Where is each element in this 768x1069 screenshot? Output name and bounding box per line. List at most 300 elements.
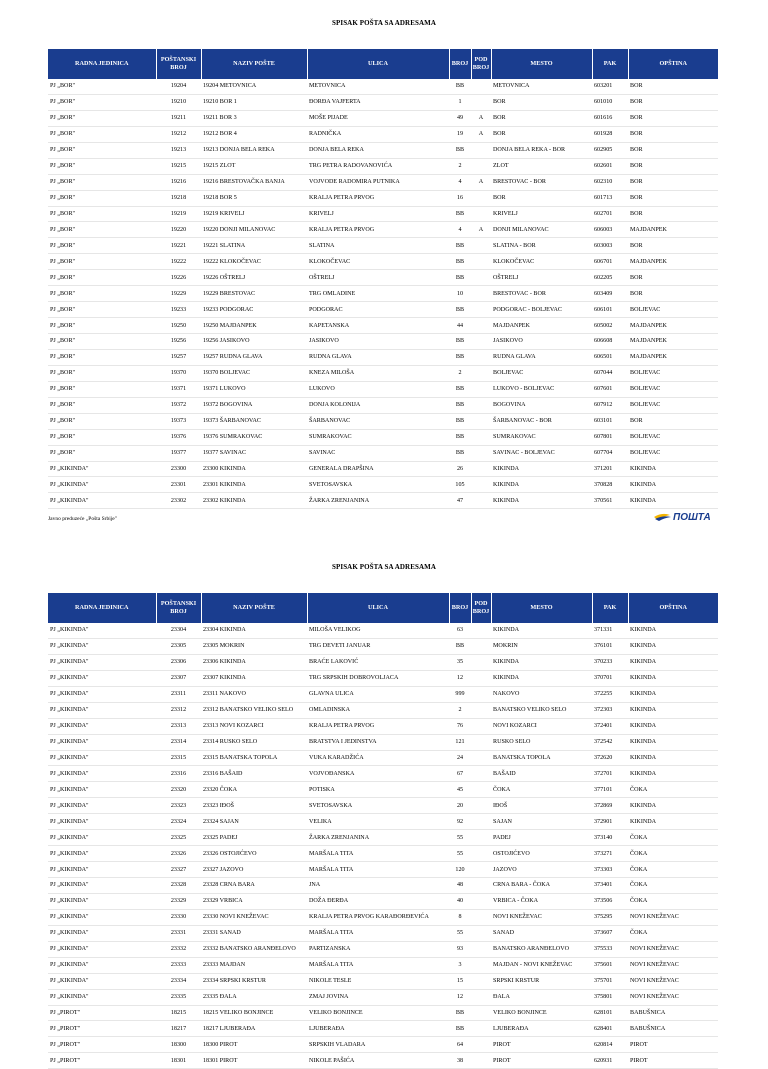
cell-opstina: BOR	[628, 110, 718, 126]
cell-pod-broj	[471, 973, 491, 989]
cell-naziv-poste: 23331 SANAD	[201, 925, 307, 941]
cell-naziv-poste: 23300 KIKINDA	[201, 461, 307, 477]
cell-pod-broj	[471, 142, 491, 158]
table-row	[48, 1005, 718, 1021]
table-row	[48, 734, 718, 750]
cell-ulica: ŠARBANOVAC	[307, 413, 449, 429]
cell-pak: 607044	[592, 365, 628, 381]
table-row	[48, 686, 718, 702]
cell-postanski-broj: 23331	[156, 925, 201, 941]
table-row	[48, 381, 718, 397]
cell-naziv-poste: 23304 KIKINDA	[201, 623, 307, 638]
cell-broj: 40	[449, 893, 471, 909]
cell-ulica: RADNIČKA	[307, 126, 449, 142]
cell-naziv-poste: 18215 VELIKO BONJINCE	[201, 1005, 307, 1021]
table-row	[48, 670, 718, 686]
cell-pak: 602701	[592, 206, 628, 222]
cell-mesto: BOR	[491, 190, 592, 206]
cell-postanski-broj: 19370	[156, 365, 201, 381]
table-row	[48, 286, 718, 302]
cell-naziv-poste: 23306 KIKINDA	[201, 654, 307, 670]
cell-radna-jedinica: PJ „BOR"	[48, 238, 156, 254]
cell-broj: 1	[449, 94, 471, 110]
cell-mesto: CRNA BARA - ČOKA	[491, 878, 592, 894]
cell-postanski-broj: 23328	[156, 878, 201, 894]
cell-pod-broj	[471, 702, 491, 718]
cell-opstina: BOLJEVAC	[628, 429, 718, 445]
cell-radna-jedinica: PJ „PIROT"	[48, 1021, 156, 1037]
cell-mesto: SRPSKI KRSTUR	[491, 973, 592, 989]
cell-pak: 372869	[592, 798, 628, 814]
cell-radna-jedinica: PJ „BOR"	[48, 349, 156, 365]
table-row	[48, 365, 718, 381]
cell-radna-jedinica: PJ „KIKINDA"	[48, 461, 156, 477]
cell-broj: BB	[449, 397, 471, 413]
cell-opstina: MAJDANPEK	[628, 222, 718, 238]
cell-opstina: ČOKA	[628, 862, 718, 878]
table-row	[48, 1021, 718, 1037]
cell-naziv-poste: 23302 KIKINDA	[201, 493, 307, 509]
cell-radna-jedinica: PJ „KIKINDA"	[48, 862, 156, 878]
cell-opstina: BOLJEVAC	[628, 445, 718, 461]
cell-pod-broj	[471, 878, 491, 894]
cell-postanski-broj: 23323	[156, 798, 201, 814]
cell-ulica: MARŠALA TITA	[307, 925, 449, 941]
cell-broj: BB	[449, 1005, 471, 1021]
cell-radna-jedinica: PJ „PIROT"	[48, 1037, 156, 1053]
cell-opstina: KIKINDA	[628, 654, 718, 670]
header-pak: PAK	[592, 49, 628, 79]
cell-opstina: BOR	[628, 270, 718, 286]
table-row	[48, 654, 718, 670]
cell-pod-broj	[471, 814, 491, 830]
cell-pod-broj	[471, 190, 491, 206]
table-row	[48, 830, 718, 846]
cell-broj: 999	[449, 686, 471, 702]
cell-broj: BB	[449, 429, 471, 445]
cell-opstina: KIKINDA	[628, 461, 718, 477]
cell-postanski-broj: 23300	[156, 461, 201, 477]
table-row	[48, 429, 718, 445]
cell-naziv-poste: 19370 BOLJEVAC	[201, 365, 307, 381]
cell-radna-jedinica: PJ „KIKINDA"	[48, 878, 156, 894]
cell-naziv-poste: 23325 PADEJ	[201, 830, 307, 846]
cell-broj: BB	[449, 413, 471, 429]
cell-ulica: TRG PETRA RADOVANOVIĆA	[307, 158, 449, 174]
cell-opstina: KIKINDA	[628, 734, 718, 750]
cell-ulica: KNEZA MILOŠA	[307, 365, 449, 381]
cell-ulica: TRG OMLADINE	[307, 286, 449, 302]
cell-pod-broj	[471, 365, 491, 381]
cell-broj: BB	[449, 206, 471, 222]
cell-broj: 55	[449, 925, 471, 941]
cell-radna-jedinica: PJ „KIKINDA"	[48, 493, 156, 509]
cell-radna-jedinica: PJ „KIKINDA"	[48, 702, 156, 718]
post-office-table	[48, 49, 718, 509]
cell-broj: 48	[449, 878, 471, 894]
table-row	[48, 941, 718, 957]
cell-pak: 372255	[592, 686, 628, 702]
cell-opstina: KIKINDA	[628, 718, 718, 734]
cell-broj: 55	[449, 830, 471, 846]
cell-mesto: KIKINDA	[491, 623, 592, 638]
cell-pak: 372401	[592, 718, 628, 734]
cell-ulica: ZMAJ JOVINA	[307, 989, 449, 1005]
cell-opstina: BOR	[628, 142, 718, 158]
cell-radna-jedinica: PJ „KIKINDA"	[48, 830, 156, 846]
cell-radna-jedinica: PJ „BOR"	[48, 254, 156, 270]
cell-opstina: KIKINDA	[628, 477, 718, 493]
cell-broj: 26	[449, 461, 471, 477]
cell-radna-jedinica: PJ „BOR"	[48, 318, 156, 334]
cell-naziv-poste: 19229 BRESTOVAC	[201, 286, 307, 302]
cell-radna-jedinica: PJ „KIKINDA"	[48, 909, 156, 925]
cell-mesto: ĐALA	[491, 989, 592, 1005]
cell-ulica: LUKOVO	[307, 381, 449, 397]
cell-radna-jedinica: PJ „BOR"	[48, 94, 156, 110]
cell-radna-jedinica: PJ „KIKINDA"	[48, 623, 156, 638]
cell-pod-broj	[471, 718, 491, 734]
header-postanski-broj: POŠTANSKI BROJ	[156, 593, 201, 623]
cell-radna-jedinica: PJ „BOR"	[48, 110, 156, 126]
cell-mesto: RUDNA GLAVA	[491, 349, 592, 365]
cell-ulica: KRIVELJ	[307, 206, 449, 222]
cell-pod-broj	[471, 830, 491, 846]
cell-broj: 121	[449, 734, 471, 750]
cell-broj: BB	[449, 254, 471, 270]
cell-postanski-broj: 23326	[156, 846, 201, 862]
header-mesto: MESTO	[491, 49, 592, 79]
cell-ulica: TRG DEVETI JANUAR	[307, 638, 449, 654]
cell-ulica: JNA	[307, 878, 449, 894]
cell-pak: 370233	[592, 654, 628, 670]
cell-naziv-poste: 23328 CRNA BARA	[201, 878, 307, 894]
cell-opstina: KIKINDA	[628, 686, 718, 702]
cell-broj: BB	[449, 445, 471, 461]
cell-postanski-broj: 19218	[156, 190, 201, 206]
cell-pak: 370701	[592, 670, 628, 686]
cell-naziv-poste: 23316 BAŠAID	[201, 766, 307, 782]
cell-mesto: PADEJ	[491, 830, 592, 846]
cell-radna-jedinica: PJ „KIKINDA"	[48, 477, 156, 493]
cell-mesto: BOR	[491, 110, 592, 126]
cell-naziv-poste: 18301 PIROT	[201, 1053, 307, 1069]
cell-postanski-broj: 23327	[156, 862, 201, 878]
cell-broj: BB	[449, 142, 471, 158]
cell-broj: BB	[449, 79, 471, 94]
cell-opstina: BOR	[628, 94, 718, 110]
cell-pod-broj	[471, 381, 491, 397]
cell-radna-jedinica: PJ „BOR"	[48, 222, 156, 238]
header-radna-jedinica: RADNA JEDINICA	[48, 49, 156, 79]
cell-radna-jedinica: PJ „BOR"	[48, 413, 156, 429]
cell-pak: 373140	[592, 830, 628, 846]
table-row	[48, 989, 718, 1005]
table-row	[48, 222, 718, 238]
cell-ulica: GENERALA DRAPŠINA	[307, 461, 449, 477]
cell-opstina: BOR	[628, 126, 718, 142]
cell-pak: 373401	[592, 878, 628, 894]
cell-opstina: PIROT	[628, 1037, 718, 1053]
cell-postanski-broj: 23313	[156, 718, 201, 734]
cell-opstina: BOR	[628, 79, 718, 94]
cell-pod-broj	[471, 846, 491, 862]
cell-ulica: NIKOLE PAŠIĆA	[307, 1053, 449, 1069]
cell-broj: 55	[449, 846, 471, 862]
cell-pak: 603003	[592, 238, 628, 254]
cell-radna-jedinica: PJ „BOR"	[48, 429, 156, 445]
cell-pak: 601713	[592, 190, 628, 206]
cell-broj: BB	[449, 238, 471, 254]
cell-naziv-poste: 19216 BRESTOVAČKA BANJA	[201, 174, 307, 190]
table-row	[48, 94, 718, 110]
cell-opstina: MAJDANPEK	[628, 334, 718, 350]
cell-mesto: BRESTOVAC - BOR	[491, 174, 592, 190]
cell-postanski-broj: 19215	[156, 158, 201, 174]
cell-naziv-poste: 19256 JASIKOVO	[201, 334, 307, 350]
cell-opstina: BOLJEVAC	[628, 381, 718, 397]
cell-postanski-broj: 19257	[156, 349, 201, 365]
cell-mesto: DONJI MILANOVAC	[491, 222, 592, 238]
cell-pak: 371331	[592, 623, 628, 638]
cell-opstina: ČOKA	[628, 846, 718, 862]
cell-ulica: GLAVNA ULICA	[307, 686, 449, 702]
cell-pak: 372542	[592, 734, 628, 750]
header-ulica: ULICA	[307, 49, 449, 79]
cell-radna-jedinica: PJ „BOR"	[48, 334, 156, 350]
cell-broj: 92	[449, 814, 471, 830]
cell-broj: 2	[449, 702, 471, 718]
cell-pod-broj	[471, 270, 491, 286]
cell-radna-jedinica: PJ „BOR"	[48, 126, 156, 142]
cell-ulica: KLOKOČEVAC	[307, 254, 449, 270]
table-row	[48, 461, 718, 477]
header-pak: PAK	[592, 593, 628, 623]
cell-broj: 12	[449, 670, 471, 686]
cell-naziv-poste: 23327 JAZOVO	[201, 862, 307, 878]
cell-postanski-broj: 19204	[156, 79, 201, 94]
cell-pod-broj	[471, 397, 491, 413]
cell-pak: 601010	[592, 94, 628, 110]
cell-pod-broj	[471, 941, 491, 957]
cell-broj: 47	[449, 493, 471, 509]
table-row	[48, 206, 718, 222]
table-row	[48, 814, 718, 830]
logo-text: ПОШТА	[673, 512, 711, 523]
cell-opstina: BABUŠNICA	[628, 1021, 718, 1037]
cell-pod-broj	[471, 654, 491, 670]
cell-naziv-poste: 19213 DONJA BELA REKA	[201, 142, 307, 158]
table-row	[48, 1053, 718, 1069]
cell-radna-jedinica: PJ „BOR"	[48, 142, 156, 158]
cell-mesto: DONJA BELA REKA - BOR	[491, 142, 592, 158]
cell-ulica: BRATSTVA I JEDINSTVA	[307, 734, 449, 750]
table-row	[48, 79, 718, 94]
cell-postanski-broj: 23329	[156, 893, 201, 909]
cell-opstina: BOR	[628, 158, 718, 174]
cell-mesto: BOLJEVAC	[491, 365, 592, 381]
table-row	[48, 846, 718, 862]
cell-radna-jedinica: PJ „BOR"	[48, 381, 156, 397]
cell-broj: 64	[449, 1037, 471, 1053]
cell-radna-jedinica: PJ „BOR"	[48, 365, 156, 381]
header-naziv-poste: NAZIV POŠTE	[201, 49, 307, 79]
cell-pak: 375601	[592, 957, 628, 973]
cell-pod-broj	[471, 893, 491, 909]
cell-pak: 373303	[592, 862, 628, 878]
cell-pak: 375533	[592, 941, 628, 957]
cell-postanski-broj: 19233	[156, 302, 201, 318]
cell-pod-broj	[471, 623, 491, 638]
cell-opstina: BOLJEVAC	[628, 397, 718, 413]
cell-postanski-broj: 19226	[156, 270, 201, 286]
cell-broj: BB	[449, 381, 471, 397]
cell-naziv-poste: 19257 RUDNA GLAVA	[201, 349, 307, 365]
cell-opstina: NOVI KNEŽEVAC	[628, 941, 718, 957]
cell-radna-jedinica: PJ „BOR"	[48, 397, 156, 413]
cell-naziv-poste: 23334 SRPSKI KRSTUR	[201, 973, 307, 989]
cell-pak: 370828	[592, 477, 628, 493]
table-row	[48, 142, 718, 158]
cell-pod-broj	[471, 238, 491, 254]
cell-opstina: BOR	[628, 413, 718, 429]
table-row	[48, 862, 718, 878]
cell-opstina: ČOKA	[628, 830, 718, 846]
cell-pod-broj	[471, 349, 491, 365]
cell-opstina: KIKINDA	[628, 670, 718, 686]
cell-broj: 63	[449, 623, 471, 638]
cell-broj: 45	[449, 782, 471, 798]
cell-naziv-poste: 23324 SAJAN	[201, 814, 307, 830]
cell-opstina: NOVI KNEŽEVAC	[628, 957, 718, 973]
cell-pak: 375295	[592, 909, 628, 925]
table-row	[48, 638, 718, 654]
cell-pak: 620931	[592, 1053, 628, 1069]
cell-pak: 607912	[592, 397, 628, 413]
cell-naziv-poste: 23329 VRBICA	[201, 893, 307, 909]
cell-naziv-poste: 23301 KIKINDA	[201, 477, 307, 493]
cell-ulica: ĐORĐA VAJFERTA	[307, 94, 449, 110]
cell-radna-jedinica: PJ „KIKINDA"	[48, 941, 156, 957]
cell-pod-broj	[471, 862, 491, 878]
cell-ulica: DOŽA ĐERĐA	[307, 893, 449, 909]
table-row	[48, 254, 718, 270]
cell-pod-broj	[471, 766, 491, 782]
header-ulica: ULICA	[307, 593, 449, 623]
cell-mesto: RUSKO SELO	[491, 734, 592, 750]
cell-radna-jedinica: PJ „BOR"	[48, 445, 156, 461]
header-radna-jedinica: RADNA JEDINICA	[48, 593, 156, 623]
cell-mesto: KIKINDA	[491, 477, 592, 493]
cell-pod-broj: A	[471, 222, 491, 238]
cell-pod-broj	[471, 254, 491, 270]
cell-mesto: PODGORAC - BOLJEVAC	[491, 302, 592, 318]
cell-ulica: KRALJA PETRA PRVOG	[307, 718, 449, 734]
cell-ulica: METOVNICA	[307, 79, 449, 94]
cell-naziv-poste: 19204 METOVNICA	[201, 79, 307, 94]
cell-opstina: NOVI KNEŽEVAC	[628, 989, 718, 1005]
cell-broj: 120	[449, 862, 471, 878]
cell-mesto: SUMRAKOVAC	[491, 429, 592, 445]
cell-opstina: ČOKA	[628, 782, 718, 798]
cell-pod-broj	[471, 158, 491, 174]
cell-mesto: VELIKO BONJINCE	[491, 1005, 592, 1021]
cell-mesto: MOKRIN	[491, 638, 592, 654]
cell-pak: 603409	[592, 286, 628, 302]
cell-broj: 2	[449, 365, 471, 381]
cell-naziv-poste: 23330 NOVI KNEŽEVAC	[201, 909, 307, 925]
cell-ulica: BRAĆE LAKOVIĆ	[307, 654, 449, 670]
cell-broj: 4	[449, 222, 471, 238]
cell-ulica: LJUBERAĐA	[307, 1021, 449, 1037]
cell-ulica: OMLADINSKA	[307, 702, 449, 718]
cell-ulica: MILOŠA VELIKOG	[307, 623, 449, 638]
cell-naziv-poste: 23335 ĐALA	[201, 989, 307, 1005]
header-mesto: MESTO	[491, 593, 592, 623]
cell-pod-broj	[471, 94, 491, 110]
cell-broj: 24	[449, 750, 471, 766]
header-opstina: OPŠTINA	[659, 604, 687, 611]
cell-naziv-poste: 23305 MOKRIN	[201, 638, 307, 654]
cell-postanski-broj: 19250	[156, 318, 201, 334]
cell-opstina: BOR	[628, 206, 718, 222]
table-row	[48, 318, 718, 334]
cell-naziv-poste: 19226 OŠTRELJ	[201, 270, 307, 286]
cell-pak: 606701	[592, 254, 628, 270]
table-row	[48, 957, 718, 973]
cell-postanski-broj: 23302	[156, 493, 201, 509]
cell-opstina: KIKINDA	[628, 623, 718, 638]
header-broj: BROJ	[449, 593, 471, 623]
cell-radna-jedinica: PJ „BOR"	[48, 158, 156, 174]
cell-ulica: SUMRAKOVAC	[307, 429, 449, 445]
cell-postanski-broj: 19212	[156, 126, 201, 142]
cell-broj: BB	[449, 334, 471, 350]
cell-radna-jedinica: PJ „BOR"	[48, 270, 156, 286]
cell-pak: 606003	[592, 222, 628, 238]
cell-opstina: MAJDANPEK	[628, 318, 718, 334]
cell-pak: 372701	[592, 766, 628, 782]
cell-mesto: BANATSKO VELIKO SELO	[491, 702, 592, 718]
cell-opstina: KIKINDA	[628, 814, 718, 830]
table-row	[48, 397, 718, 413]
table-row	[48, 110, 718, 126]
cell-opstina: KIKINDA	[628, 493, 718, 509]
cell-pod-broj	[471, 734, 491, 750]
cell-opstina: BOR	[628, 286, 718, 302]
cell-pak: 375701	[592, 973, 628, 989]
cell-pod-broj	[471, 909, 491, 925]
cell-pod-broj	[471, 477, 491, 493]
header-broj: BROJ	[449, 49, 471, 79]
cell-broj: BB	[449, 302, 471, 318]
cell-ulica: ŽARKA ZRENJANINA	[307, 493, 449, 509]
cell-pak: 602310	[592, 174, 628, 190]
cell-ulica: OŠTRELJ	[307, 270, 449, 286]
cell-ulica: SVETOSAVSKA	[307, 798, 449, 814]
cell-opstina: NOVI KNEŽEVAC	[628, 973, 718, 989]
cell-postanski-broj: 23307	[156, 670, 201, 686]
cell-broj: 16	[449, 190, 471, 206]
cell-mesto: SLATINA - BOR	[491, 238, 592, 254]
cell-broj: 76	[449, 718, 471, 734]
cell-postanski-broj: 23314	[156, 734, 201, 750]
cell-pak: 372901	[592, 814, 628, 830]
cell-radna-jedinica: PJ „KIKINDA"	[48, 766, 156, 782]
cell-radna-jedinica: PJ „KIKINDA"	[48, 654, 156, 670]
cell-postanski-broj: 19376	[156, 429, 201, 445]
cell-radna-jedinica: PJ „PIROT"	[48, 1005, 156, 1021]
